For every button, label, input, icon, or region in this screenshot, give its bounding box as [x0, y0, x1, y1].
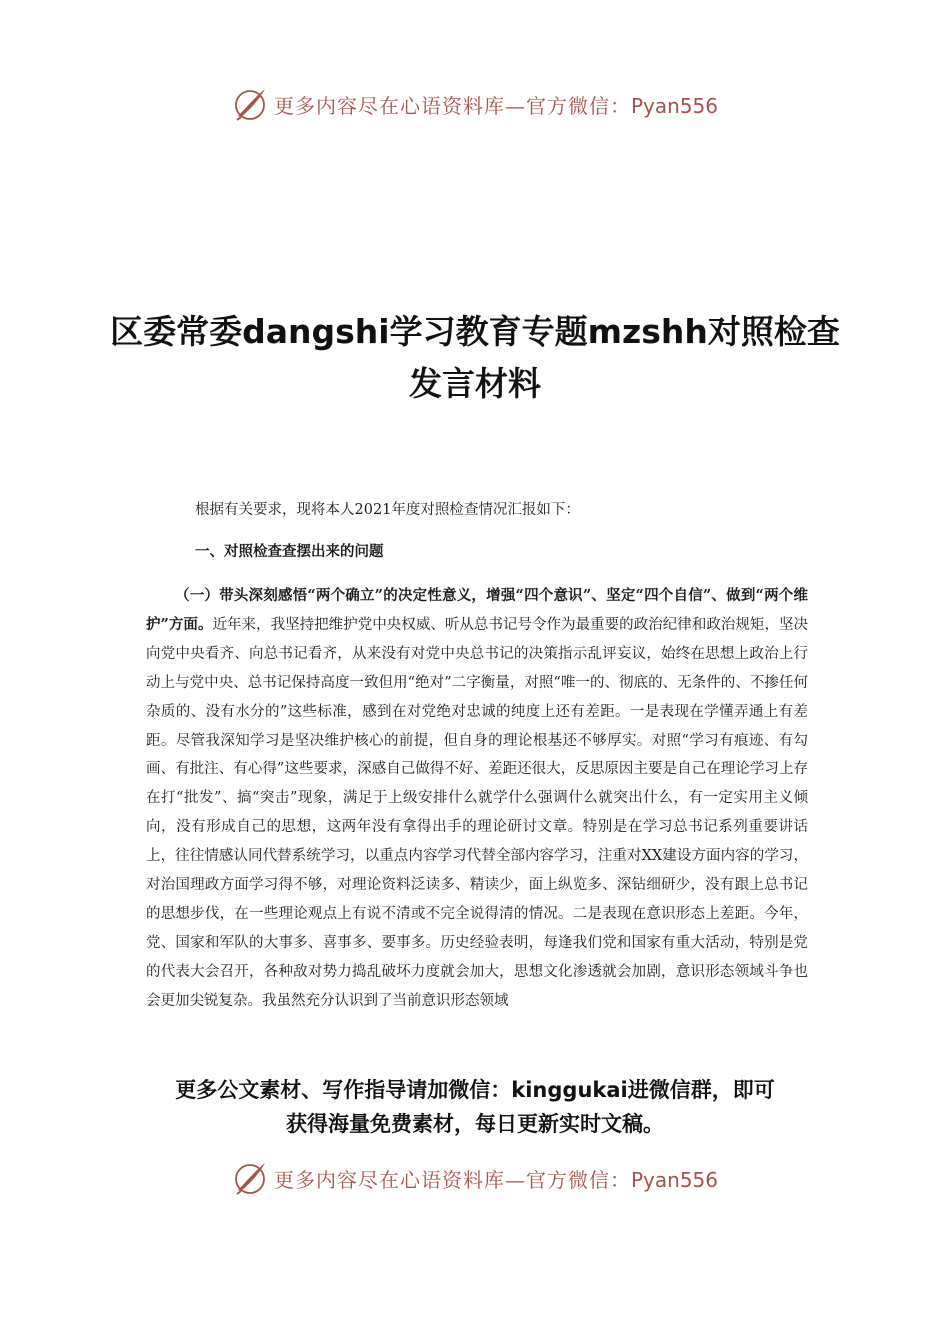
promo-banner	[100, 1073, 850, 1141]
watermark-header	[0, 84, 950, 124]
promo-line-1: 更多公文素材、写作指导请加微信：kinggukai进微信群，即可	[175, 1078, 775, 1102]
watermark-text: 更多内容尽在心语资料库—官方微信：Pyan556	[273, 1167, 718, 1192]
body-paragraph	[146, 582, 808, 1016]
quill-pen-logo-icon	[232, 86, 268, 122]
document-title: 区委常委dangshi学习教育专题mzshh对照检查发言材料	[110, 312, 840, 403]
intro-paragraph: 根据有关要求，现将本人2021年度对照检查情况汇报如下：	[195, 502, 580, 518]
quill-pen-logo-icon	[232, 1160, 268, 1196]
watermark-wechat-id: Pyan556	[630, 1167, 718, 1192]
watermark-wechat-id: Pyan556	[630, 93, 718, 118]
promo-line-2: 获得海量免费素材，每日更新实时文稿。	[286, 1112, 664, 1136]
section-heading: 一、对照检查查摆出来的问题	[195, 544, 384, 560]
subsection-heading: （一）带头深刻感悟“两个确立”的决定性意义，增强“四个意识”、坚定“四个自信”、做到“两个维护”方面。	[146, 587, 808, 633]
body-text: 近年来，我坚持把维护党中央权威、听从总书记号令作为最重要的政治纪律和政治规矩，坚决向党中央看齐、向总书记看齐，从来没有对党中央总书记的决策指示乱评妄议，始终在思想上政治上行动上与党中央、总书记保持高度一致但用“绝对”二字衡量，对照“唯一的、彻底的、无条件的、不掺任何杂质的、没有水分的”这些标准，感到在对党绝对忠诚的纯度上还有差距。一是表现在学懂弄通上有差距。尽管我深知学习是坚决维护核心的前提，但自身的理论根基还不够厚实。对照“学习有痕迹、有勾画、有批注、有心得”这些要求，深感自己做得不好、差距还很大，反思原因主要是自己在理论学习上存在打“批发”、搞“突击”现象，满足于上级安排什么就学什么强调什么就突出什么，有一定实用主义倾向，没有形成自己的思想，这两年没有拿得出手的理论研讨文章。特别是在学习总书记系列重要讲话上，往往情感认同代替系统学习，以重点内容学习代替全部内容学习，注重对XX建设方面内容的学习，对治国理政方面学习得不够，对理论资料泛读多、精读少，面上纵览多、深钻细研少，没有跟上总书记的思想步伐，在一些理论观点上有说不清或不完全说得清的情况。二是表现在意识形态上差距。今年，党、国家和军队的大事多、喜事多、要事多。历史经验表明，每逢我们党和国家有重大活动，特别是党的代表大会召开，各种敌对势力捣乱破坏力度就会加大，思想文化渗透就会加剧，意识形态领域斗争也会更加尖锐复杂。我虽然充分认识到了当前意识形态领域	[146, 616, 808, 1009]
watermark-footer	[0, 1158, 950, 1198]
watermark-text: 更多内容尽在心语资料库—官方微信：Pyan556	[273, 93, 718, 118]
